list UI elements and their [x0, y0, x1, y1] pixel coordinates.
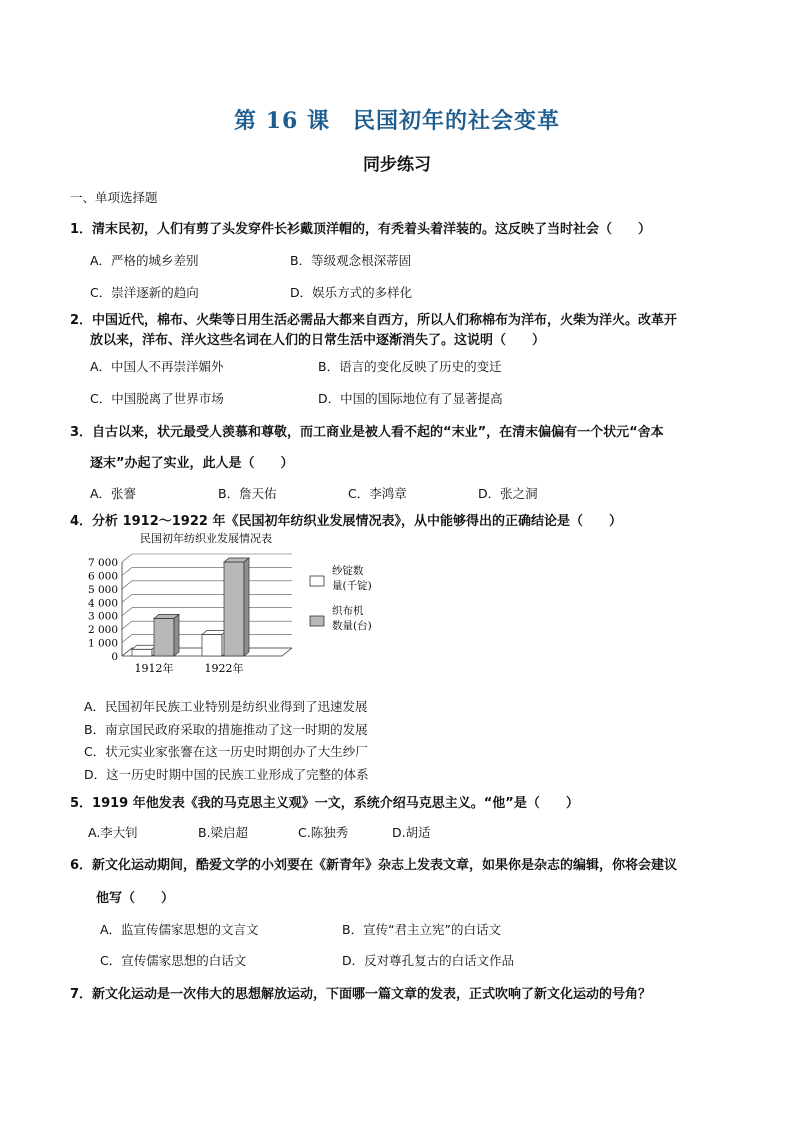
- q4-option-a: A．民国初年民族工业特别是纺织业得到了迅速发展: [84, 699, 368, 714]
- question-2-stem-line1: 2．中国近代，棉布、火柴等日用生活必需品大都来自西方，所以人们称棉布为洋布，火柴为洋火。改革开: [70, 313, 678, 328]
- x-tick-label: 1912年: [134, 662, 174, 675]
- y-tick-label: 7 000: [87, 557, 118, 569]
- q1-option-b: B．等级观念根深蒂固: [290, 253, 412, 268]
- q2-option-d: D．中国的国际地位有了显著提高: [318, 391, 503, 406]
- legend-label: 数量(台): [332, 620, 372, 632]
- q1-option-d: D．娱乐方式的多样化: [290, 285, 413, 300]
- question-3-stem-line1: 3．自古以来，状元最受人羡慕和尊敬，而工商业是被人看不起的“末业”，在清末偏偏有一个状元“舍本: [70, 425, 664, 440]
- y-tick-label: 0: [111, 651, 118, 663]
- section-heading: 一、单项选择题: [70, 190, 158, 205]
- legend-label: 纱锭数: [332, 565, 364, 577]
- y-tick-label: 2 000: [87, 624, 118, 637]
- bar: [154, 618, 174, 656]
- q3-option-c: C．李鸿章: [348, 486, 407, 501]
- gridline: [122, 554, 292, 562]
- q2-option-b: B．语言的变化反映了历史的变迁: [318, 359, 502, 374]
- legend-swatch: [310, 616, 324, 626]
- page-subtitle: 同步练习: [363, 155, 431, 175]
- chart-title: 民国初年纺织业发展情况表: [140, 532, 272, 545]
- y-tick-label: 4 000: [87, 597, 118, 610]
- gridline: [122, 621, 292, 629]
- textile-chart: [80, 528, 400, 678]
- question-7-stem: 7．新文化运动是一次伟大的思想解放运动，下面哪一篇文章的发表，正式吹响了新文化运动的号角？: [70, 987, 652, 1002]
- question-6-stem-line2: 他写（ ）: [96, 891, 175, 906]
- legend-swatch: [310, 576, 324, 586]
- bar-side: [174, 614, 179, 656]
- page-title: 第 16 课 民国初年的社会变革: [234, 108, 560, 134]
- q1-option-a: A．严格的城乡差别: [90, 253, 199, 268]
- q4-option-c: C．状元实业家张謇在这一历史时期创办了大生纱厂: [84, 744, 368, 759]
- gridline: [122, 581, 292, 589]
- question-4-stem: 4．分析 1912～1922 年《民国初年纺织业发展情况表》，从中能够得出的正确结论是（ ）: [70, 514, 622, 529]
- q6-option-a: A．监宣传儒家思想的文言文: [100, 922, 259, 937]
- q6-option-c: C．宣传儒家思想的白话文: [100, 953, 247, 968]
- x-tick-label: 1922年: [204, 662, 244, 675]
- q3-option-a: A．张謇: [90, 486, 137, 501]
- bar: [202, 635, 222, 656]
- question-5-stem: 5．1919 年他发表《我的马克思主义观》一文，系统介绍马克思主义。“他”是（ ）: [70, 796, 579, 811]
- q5-option-b: B.梁启超: [198, 825, 249, 840]
- bar-side: [244, 558, 249, 656]
- q2-option-c: C．中国脱离了世界市场: [90, 391, 224, 406]
- q5-option-a: A.李大钊: [88, 825, 138, 840]
- q1-option-c: C．崇洋逐新的趋向: [90, 285, 199, 300]
- q4-option-b: B．南京国民政府采取的措施推动了这一时期的发展: [84, 722, 368, 737]
- q3-option-d: D．张之洞: [478, 486, 538, 501]
- q3-option-b: B．詹天佑: [218, 486, 277, 501]
- question-1-stem: 1．清末民初，人们有剪了头发穿件长衫戴顶洋帽的，有秃着头着洋装的。这反映了当时社会（ ）: [70, 222, 652, 237]
- q4-option-d: D．这一历史时期中国的民族工业形成了完整的体系: [84, 767, 369, 782]
- legend-label: 织布机: [332, 605, 364, 617]
- q6-option-d: D．反对尊孔复古的白话文作品: [342, 953, 515, 968]
- legend-label: 量(千锭): [332, 580, 372, 592]
- gridline: [122, 594, 292, 602]
- q2-option-a: A．中国人不再崇洋媚外: [90, 359, 224, 374]
- question-2-stem-line2: 放以来，洋布、洋火这些名词在人们的日常生活中逐渐消失了。这说明（ ）: [90, 333, 546, 348]
- y-tick-label: 6 000: [87, 570, 118, 583]
- q5-option-c: C.陈独秀: [298, 825, 349, 840]
- q6-option-b: B．宣传“君主立宪”的白话文: [342, 922, 502, 937]
- question-6-stem-line1: 6．新文化运动期间，酷爱文学的小刘要在《新青年》杂志上发表文章，如果你是杂志的编辑，你将会建议: [70, 858, 678, 873]
- bar: [224, 562, 244, 656]
- question-3-stem-line2: 逐末”办起了实业，此人是（ ）: [90, 456, 294, 471]
- q5-option-d: D.胡适: [392, 825, 431, 840]
- gridline: [122, 608, 292, 616]
- y-tick-label: 3 000: [87, 610, 118, 623]
- y-tick-label: 5 000: [87, 583, 118, 596]
- gridline: [122, 567, 292, 575]
- y-tick-label: 1 000: [87, 637, 118, 650]
- bar: [132, 649, 152, 656]
- chart-floor-right: [282, 648, 292, 656]
